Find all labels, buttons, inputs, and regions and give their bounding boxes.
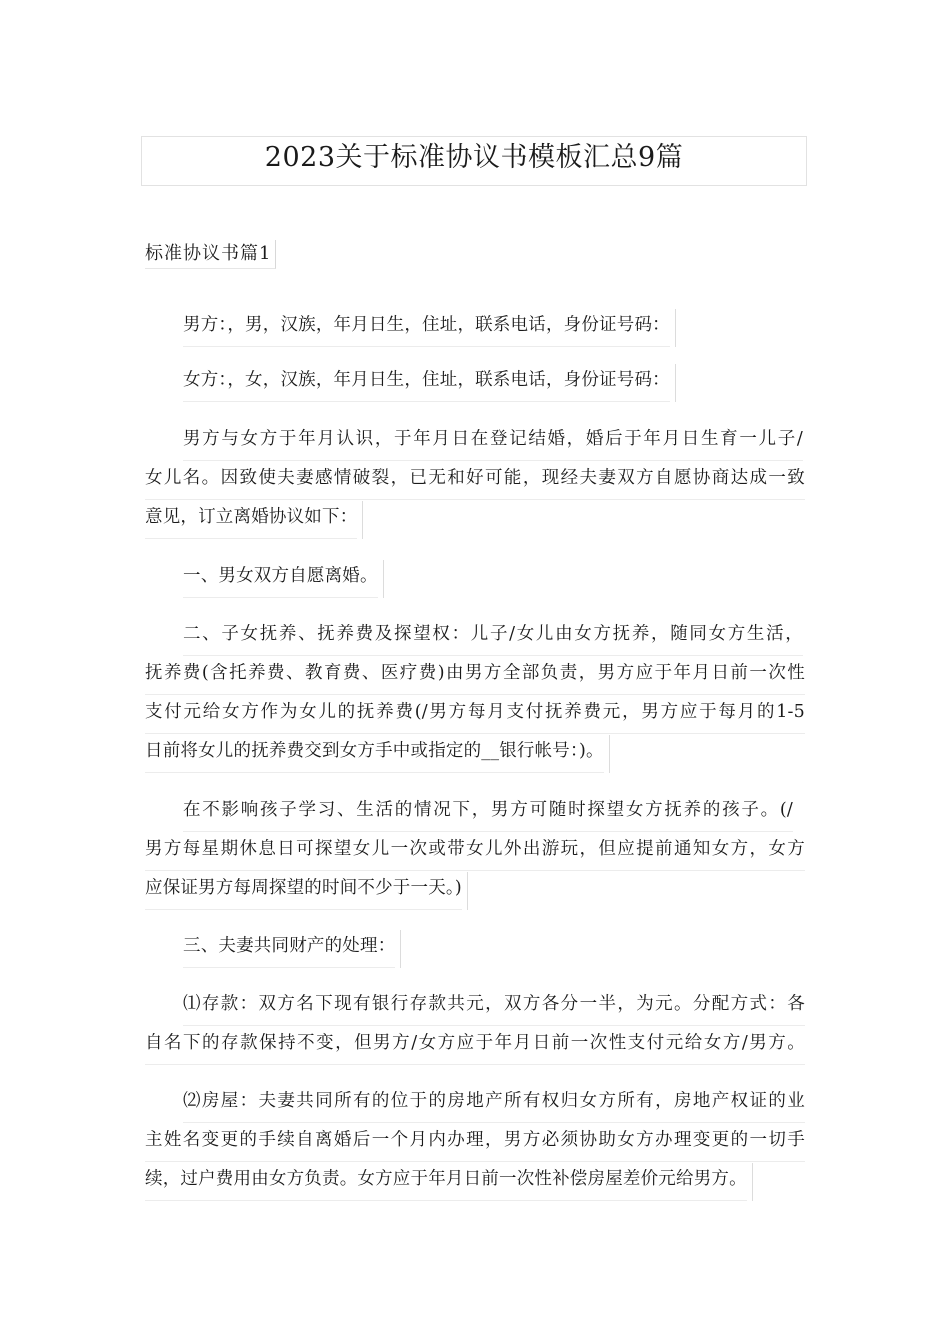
paragraph-line: 女儿名。因致使夫妻感情破裂，已无和好可能，现经夫妻双方自愿协商达成一致 — [145, 464, 805, 492]
paragraph-line: 日前将女儿的抚养费交到女方手中或指定的__银行帐号：)。 — [145, 737, 604, 765]
paragraph-line: 意见，订立离婚协议如下： — [145, 503, 357, 531]
paragraph-line: 男方与女方于年月认识，于年月日在登记结婚，婚后于年月日生育一儿子/ — [183, 425, 803, 453]
paragraph-line: ⑵房屋：夫妻共同所有的位于的房地产所有权归女方所有，房地产权证的业 — [183, 1087, 805, 1115]
paragraph-line: 抚养费(含托养费、教育费、医疗费)由男方全部负责，男方应于年月日前一次性 — [145, 659, 805, 687]
paragraph-line: 应保证男方每周探望的时间不少于一天。) — [145, 874, 462, 902]
paragraph-line: 主姓名变更的手续自离婚后一个月内办理，男方必须协助女方办理变更的一切手 — [145, 1126, 805, 1154]
document-title: 2023关于标准协议书模板汇总9篇 — [264, 142, 684, 173]
paragraph-line: 女方：，女，汉族，年月日生，住址，联系电话，身份证号码： — [183, 366, 670, 394]
paragraph-line: 二、子女抚养、抚养费及探望权：儿子/女儿由女方抚养，随同女方生活， — [183, 620, 803, 648]
paragraph-line: 在不影响孩子学习、生活的情况下，男方可随时探望女方抚养的孩子。(/ — [183, 796, 793, 824]
paragraph-line: ⑴存款：双方名下现有银行存款共元，双方各分一半，为元。分配方式：各 — [183, 990, 805, 1018]
paragraph-line: 一、男女双方自愿离婚。 — [183, 562, 378, 590]
paragraph-line: 续，过户费用由女方负责。女方应于年月日前一次性补偿房屋差价元给男方。 — [145, 1165, 747, 1193]
section-heading: 标准协议书篇1 — [145, 240, 276, 269]
paragraph-line: 三、夫妻共同财产的处理： — [183, 932, 395, 960]
paragraph-line: 支付元给女方作为女儿的抚养费(/男方每月支付抚养费元，男方应于每月的1-5 — [145, 698, 805, 726]
paragraph-line: 自名下的存款保持不变，但男方/女方应于年月日前一次性支付元给女方/男方。 — [145, 1029, 805, 1057]
paragraph-line: 男方：，男，汉族，年月日生，住址，联系电话，身份证号码： — [183, 311, 670, 339]
paragraph-line: 男方每星期休息日可探望女儿一次或带女儿外出游玩，但应提前通知女方，女方 — [145, 835, 805, 863]
